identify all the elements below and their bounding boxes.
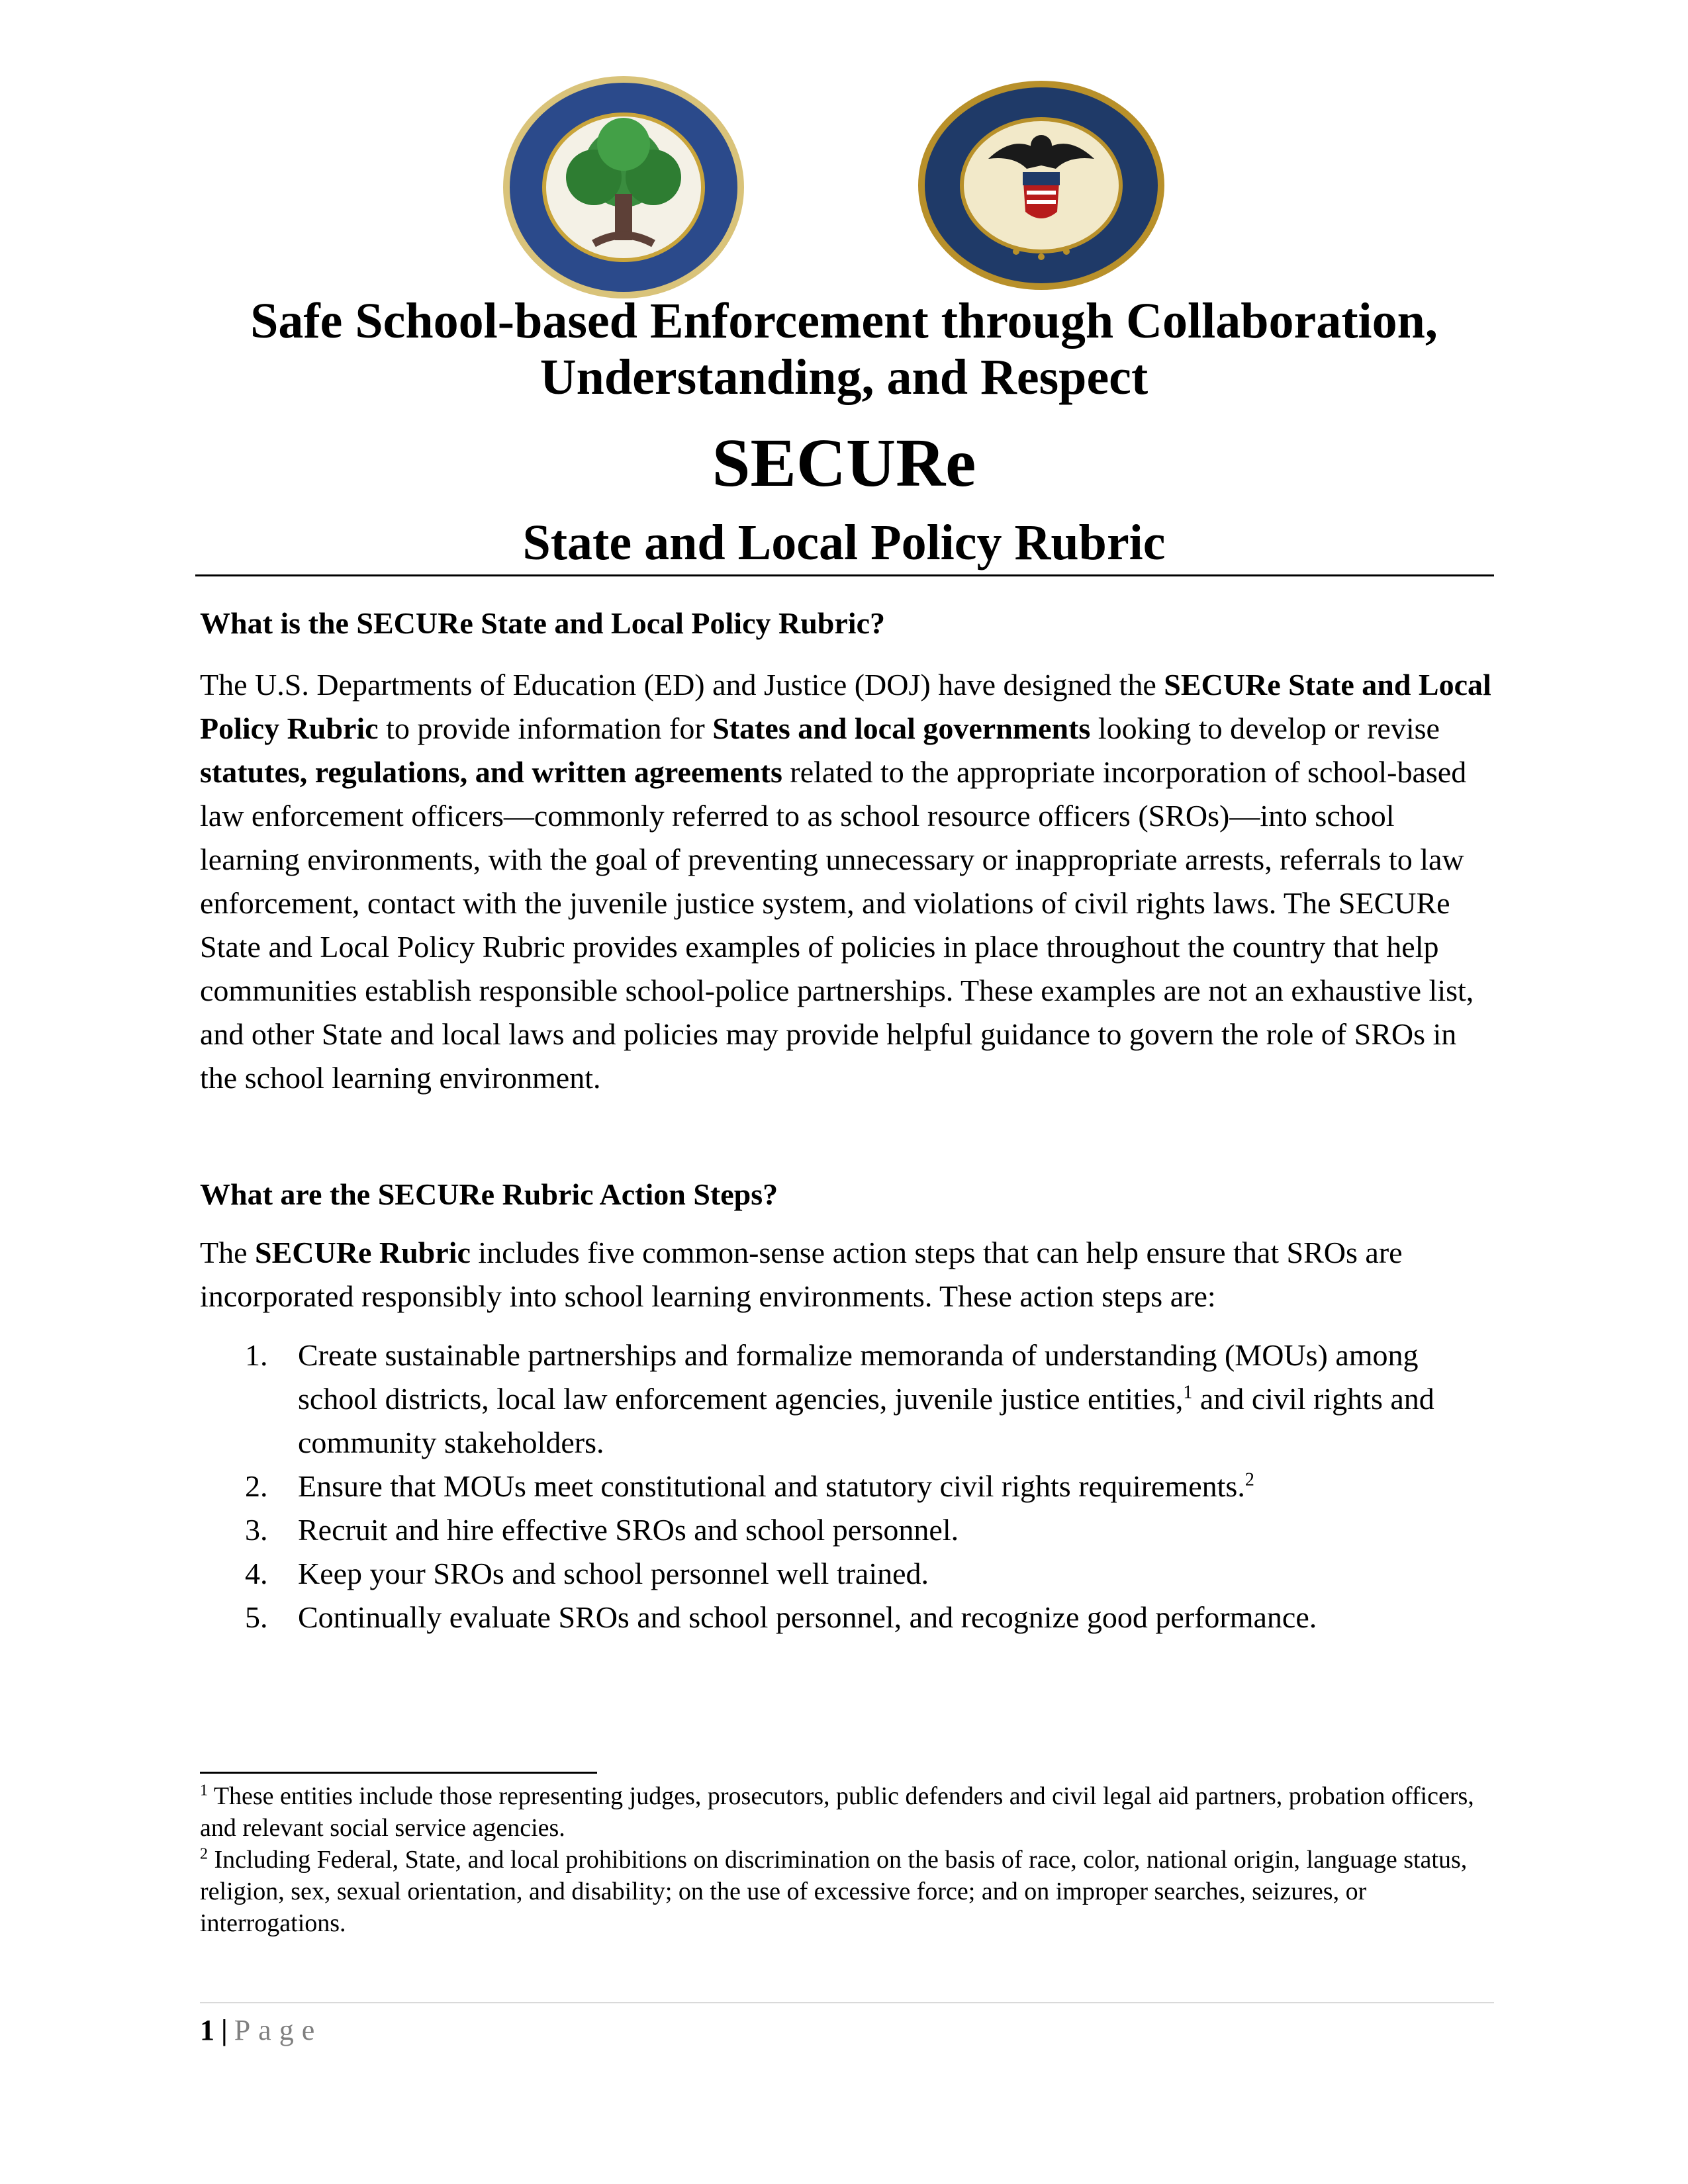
list-item bbox=[245, 1508, 1503, 1552]
intro-bold-statutes: statutes, regulations, and written agreements bbox=[200, 755, 782, 789]
list-item-text-tail: and civil rights and community stakeholders. bbox=[298, 1382, 1434, 1459]
footnotes bbox=[200, 1780, 1497, 1939]
steps-intro-text-a: The bbox=[200, 1236, 256, 1269]
section-heading-what-is: What is the SECURe State and Local Policy Rubric? bbox=[200, 606, 885, 640]
justice-seal-graphic bbox=[917, 79, 1166, 291]
intro-paragraph bbox=[200, 663, 1497, 1100]
intro-text-c: to provide information for bbox=[378, 711, 713, 745]
list-item-text: Create sustainable partnerships and formalize memoranda of understanding (MOUs) among school districts, local law enforcement agencies, juvenile justice entities, bbox=[298, 1338, 1419, 1416]
intro-text-e: looking to develop or revise bbox=[1090, 711, 1440, 745]
document-title-line-2: Understanding, and Respect bbox=[539, 349, 1149, 405]
list-item-text: Recruit and hire effective SROs and school personnel. bbox=[298, 1513, 959, 1547]
steps-intro-text-c: includes five common-sense action steps that can help ensure that SROs are incorporated responsibly into school learning environments. These action steps are: bbox=[200, 1236, 1403, 1313]
document-subtitle: State and Local Policy Rubric bbox=[522, 515, 1166, 570]
footnote-divider bbox=[200, 1772, 597, 1774]
list-item bbox=[245, 1552, 1503, 1596]
footer-divider bbox=[200, 2002, 1494, 2003]
list-item-number: 1. bbox=[245, 1338, 268, 1372]
steps-intro-bold-rubric: SECURe Rubric bbox=[255, 1236, 471, 1269]
list-item bbox=[245, 1596, 1503, 1639]
list-item-text: Keep your SROs and school personnel well trained. bbox=[298, 1557, 929, 1590]
action-steps-intro-paragraph bbox=[200, 1231, 1497, 1318]
footnote-mark: 1 bbox=[200, 1782, 208, 1799]
intro-text-a: The U.S. Departments of Education (ED) and Justice (DOJ) have designed the bbox=[200, 668, 1164, 702]
list-item-number: 2. bbox=[245, 1469, 268, 1503]
list-item bbox=[245, 1334, 1503, 1465]
page-label: Page bbox=[234, 2014, 323, 2046]
education-seal-graphic bbox=[501, 75, 746, 300]
intro-bold-rubric-name: SECURe State and Local Policy Rubric bbox=[200, 668, 1491, 745]
footnote-text: These entities include those representing judges, prosecutors, public defenders and civil legal aid partners, probation officers, and relevant social service agencies. bbox=[200, 1782, 1474, 1842]
intro-text-g: related to the appropriate incorporation of school-based law enforcement officers—commonly referred to as school resource officers (SROs)—into school learning environments, with the goal of preventing unnecessary or inappropriate arrests, referrals to law enforcement, contact with the juvenile justice system, and violations of civil rights laws. The SECURe State and Local Policy Rubric provides examples of policies in place throughout the country that help communities establish responsible school-police partnerships. These examples are not an exhaustive list, and other State and local laws and policies may provide helpful guidance to govern the role of SROs in the school learning environment. bbox=[200, 755, 1474, 1095]
list-item-number: 5. bbox=[245, 1600, 268, 1634]
section-heading-action-steps: What are the SECURe Rubric Action Steps? bbox=[200, 1177, 778, 1211]
list-item-text: Continually evaluate SROs and school personnel, and recognize good performance. bbox=[298, 1600, 1317, 1634]
page-number: 1 bbox=[200, 2014, 214, 2046]
action-steps-list bbox=[245, 1334, 1503, 1639]
list-item bbox=[245, 1465, 1503, 1508]
footnote-text: Including Federal, State, and local prohibitions on discrimination on the basis of race, color, national origin, language status, religion, sex, sexual orientation, and disability; on the use of excessive force; and on improper searches, seizures, or interrogations. bbox=[200, 1846, 1468, 1937]
page-footer bbox=[200, 2011, 322, 2050]
department-of-education-seal bbox=[501, 75, 746, 300]
footnote-2 bbox=[200, 1844, 1497, 1939]
footnote-mark: 2 bbox=[200, 1845, 208, 1863]
list-item-number: 4. bbox=[245, 1557, 268, 1590]
title-divider bbox=[195, 574, 1494, 576]
document-acronym: SECURe bbox=[712, 425, 976, 501]
list-item-text: Ensure that MOUs meet constitutional and statutory civil rights requirements. bbox=[298, 1469, 1245, 1503]
intro-bold-governments: States and local governments bbox=[712, 711, 1091, 745]
list-item-number: 3. bbox=[245, 1513, 268, 1547]
footnote-ref-1[interactable]: 1 bbox=[1183, 1382, 1193, 1403]
document-title-line-1: Safe School-based Enforcement through Collaboration, bbox=[250, 293, 1438, 349]
footnote-ref-2[interactable]: 2 bbox=[1244, 1469, 1254, 1490]
department-of-justice-seal bbox=[917, 79, 1166, 291]
footnote-1 bbox=[200, 1780, 1497, 1844]
footer-separator: | bbox=[221, 2014, 228, 2046]
